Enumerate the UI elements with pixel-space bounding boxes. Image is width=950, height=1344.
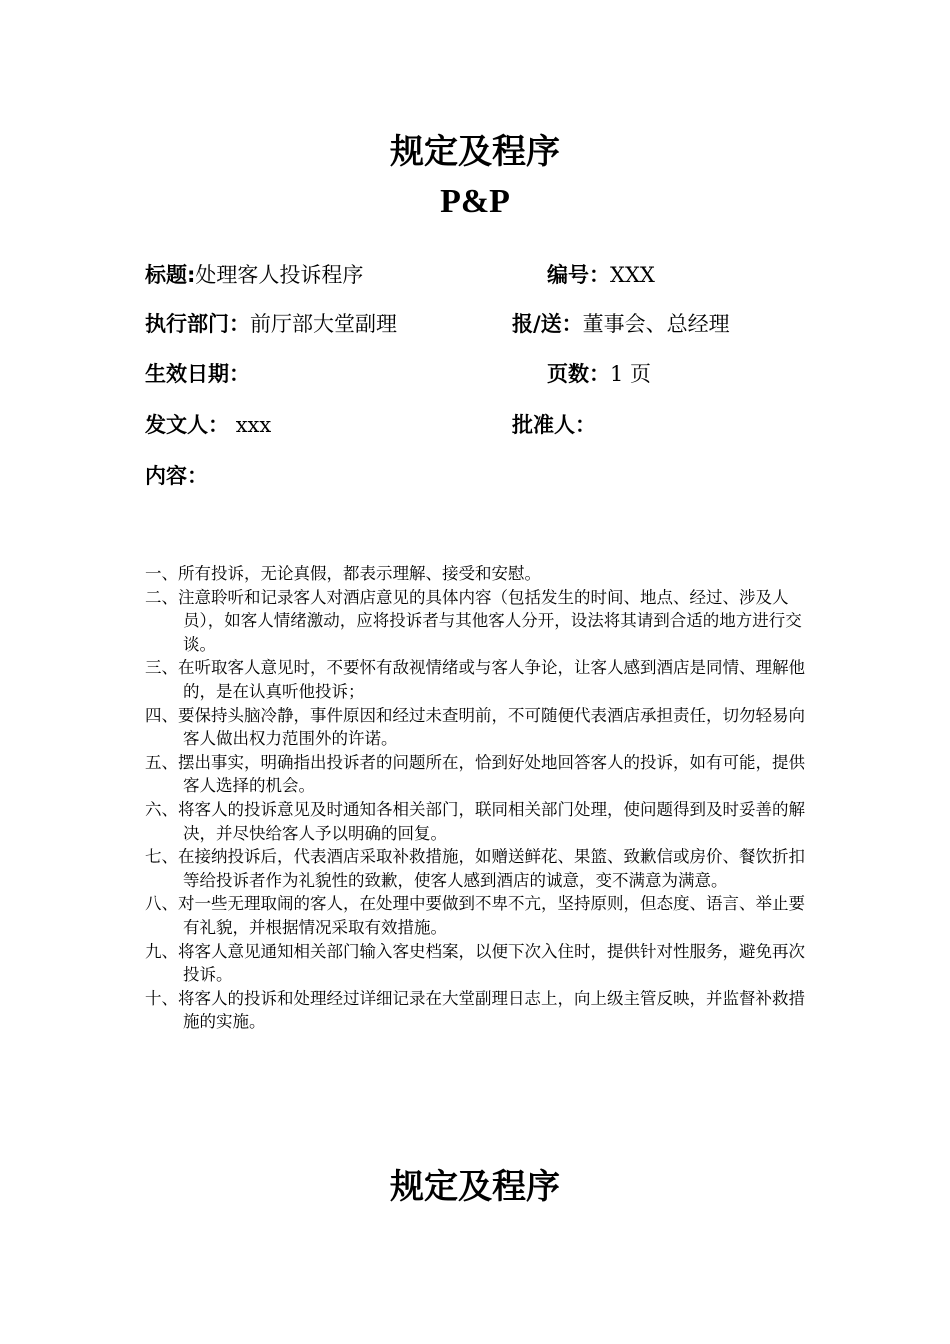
issuer-value: xxx [235,413,272,437]
list-item: 一、所有投诉，无论真假，都表示理解、接受和安慰。 [145,564,541,583]
date-field [145,360,250,388]
next-page-title: 规定及程序 [390,1167,560,1207]
pages-field [547,360,651,388]
dept-field [145,310,397,338]
list-item: 七、在接纳投诉后，代表酒店采取补救措施，如赠送鲜花、果篮、致歉信或房价、餐饮折扣等给投诉者作为礼貌性的致歉，使客人感到酒店的诚意，变不满意为满意。 [145,847,805,890]
list-item: 六、将客人的投诉意见及时通知各相关部门，联同相关部门处理，使问题得到及时妥善的解决，并尽快给客人予以明确的回复。 [145,799,805,843]
pages-label: 页数： [547,362,610,386]
page-subtitle: P&P [440,183,510,220]
approver-label: 批准人： [512,413,596,437]
dept-label: 执行部门： [145,312,250,336]
page-title: 规定及程序 [390,132,560,172]
procedure-list [145,562,810,1034]
number-label: 编号： [547,263,610,287]
list-item: 八、对一些无理取闹的客人，在处理中要做到不卑不亢，坚持原则，但态度、语言、举止要有礼貌，并根据情况采取有效措施。 [145,894,805,937]
list-item: 五、摆出事实，明确指出投诉者的问题所在，恰到好处地回答客人的投诉，如有可能，提供客人选择的机会。 [145,752,805,796]
list-item: 三、在听取客人意见时，不要怀有敌视情绪或与客人争论，让客人感到酒店是同情、理解他的，是在认真听他投诉； [145,658,805,701]
dept-value: 前厅部大堂副理 [250,312,397,336]
report-label: 报/送： [512,312,583,336]
issuer-label: 发文人： [145,413,229,437]
pages-value: 1 页 [610,362,652,386]
list-item: 九、将客人意见通知相关部门输入客史档案，以便下次入住时，提供针对性服务，避免再次投诉。 [145,941,805,985]
list-item: 十、将客人的投诉和处理经过详细记录在大堂副理日志上，向上级主管反映，并监督补救措施的实施。 [145,988,805,1032]
subject-label: 标题: [145,263,196,287]
number-value: XXX [610,263,655,287]
subject-field [145,261,363,289]
subject-value: 处理客人投诉程序 [195,263,364,287]
date-label: 生效日期： [145,362,250,386]
list-item: 二、注意聆听和记录客人对酒店意见的具体内容（包括发生的时间、地点、经过、涉及人员），如客人情绪激动，应将投诉者与其他客人分开，设法将其请到合适的地方进行交谈。 [145,587,802,654]
number-field [547,261,655,289]
report-value: 董事会、总经理 [582,312,730,336]
list-item: 四、要保持头脑冷静，事件原因和经过未查明前，不可随便代表酒店承担责任，切勿轻易向客人做出权力范围外的许诺。 [145,705,805,749]
report-field [512,310,730,338]
content-label: 内容： [145,464,208,488]
issuer-field [145,411,271,439]
approver-field [512,411,596,439]
content-field [145,462,208,490]
